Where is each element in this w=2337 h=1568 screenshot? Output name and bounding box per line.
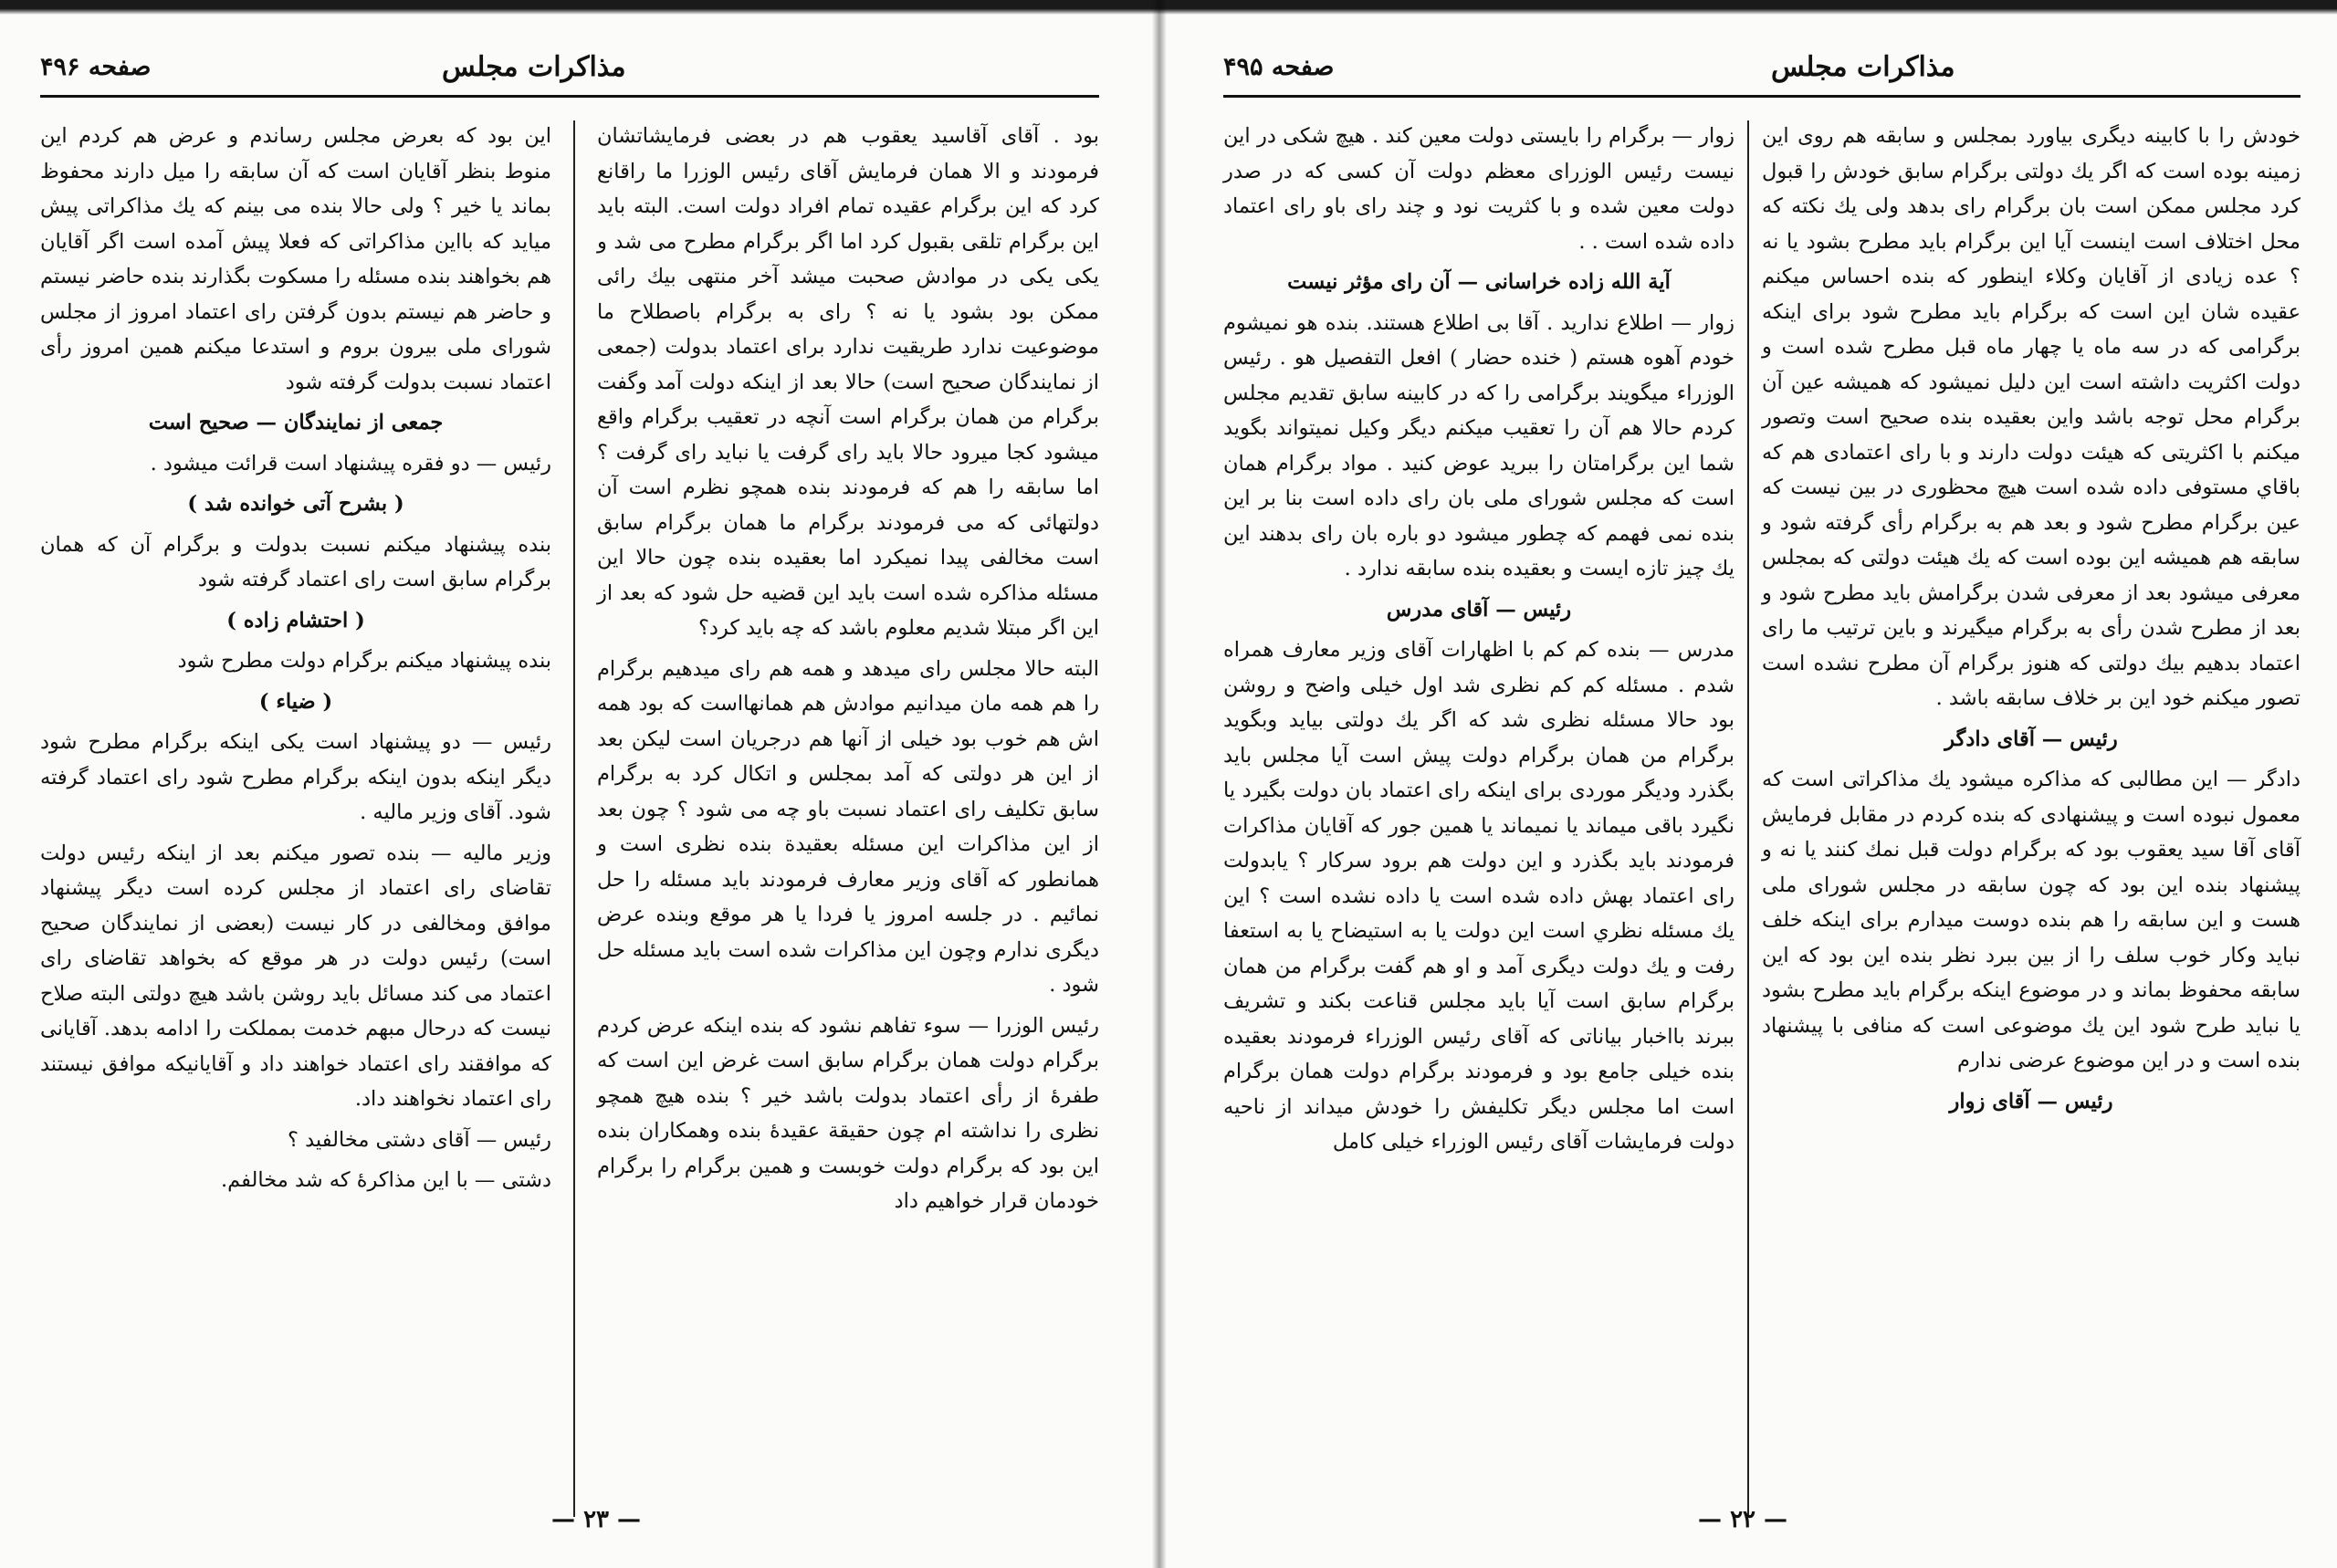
left-running-title: مذاکرات مجلس (442, 51, 626, 83)
right-running-head (1223, 46, 2300, 98)
right-page-label: صفحه ۴۹۵ (1223, 53, 1335, 81)
paragraph: بنده پیشنهاد میکنم نسبت بدولت و برگرام آن که همان برگرام سابق است رای اعتماد گرفته شود (40, 532, 551, 591)
paragraph: دادگر — این مطالبی که مذاکره میشود یك مذاکراتی است که معمول نبوده است و پیشنهادی که بنده کردم در مقابل فرمایش آقای آقا سید یعقوب بود که برگرام دولت قبل نمك کنند یا نه و پیشنهاد بنده این بود که چون سابقه در مجلس شورای ملی هست و این سابقه را هم بنده دوست میدارم برای اینکه خلف نباید وکار خوب سلف را از بین ببرد نظر بنده این بود که این سابقه محفوظ بماند و در موضوع اینکه برگرام باید مطرح بشود یا نباید طرح شود این یك موضوعی است که منافی با پیشنهاد بنده است و در این موضوع عرضی ندارم (1762, 768, 2300, 1072)
paragraph: رئیس — دو فقره پیشنهاد است قرائت میشود . (150, 451, 551, 476)
paragraph: وزیر مالیه — بنده تصور میکنم بعد از اینکه رئیس دولت تقاضای رای اعتماد از مجلس کرده است دیگر پیشنهاد موافق ومخالفی در کار نیست (بعضی از نمایندگان صحیح است) رئیس دولت در هر موقع که بخواهد تقاضای رای اعتماد می کند مسائل باید روشن باشد هیچ دولتی البته صلاح نیست که درحال مبهم خدمت بمملکت را ادامه بدهد. آقایانی که موافقند رای اعتماد خواهند داد و آقایانیکه موافق نیستند رای اعتماد نخواهند داد. (40, 841, 551, 1111)
paragraph: بود . آقای آقاسید یعقوب هم در بعضی فرمایشاتشان فرمودند و الا همان فرمایش آقای رئیس الوزرا ما راقانع کرد که این برگرام عقیده تمام افراد دولت است. البته باید این برگرام تلقی بقبول کرد اما اگر برگرام مطرح می شد و یکی یکی در موادش صحبت میشد آخر منتهی بیك رائی ممکن بود بشود یا نه ؟ رای به برگرام باصطلاح ما موضوعیت ندارد طریقیت ندارد برای اعتماد بدولت (جمعی از نمایندگان صحیح است) حالا بعد از اینکه دولت آمد وگفت برگرام من همان برگرام است آنچه در تعقیب برگرام واقع میشود کجا میرود حالا باید رای گرفت یا نباید رای گرفت ؟ اما سابقه را هم که فرمودند بنده همچو نظرم است آن دولتهائی که می فرمودند برگرام ما همان برگرام سابق است مخالفی پیدا نمیکرد اما بعقیده بنده چون حالا این مسئله مذاکره شده است باید این قضیه حل شود که بعد از این اگر مبتلا شدیم معلوم باشد که چه باید کرد؟ (597, 124, 1099, 640)
paragraph: البته حالا مجلس رای میدهد و همه هم رای میدهیم برگرام را هم همه مان میدانیم موادش هم همانهااست که بود همه اش هم خوب بود خیلی از آنها هم درجریان است لیکن بعد از این هر دولتی که آمد بمجلس و اتکال کرد به برگرام سابق تکلیف رای اعتماد نسبت باو چه می شود ؟ چون بعد از این مذاکرات این مسئله بعقیدة بنده نظری است و همانطور که آقای وزیر معارف فرمودند باید مسئله را حل نمائیم . در جلسه امروز یا فردا یا هر موقع وبنده عرض دیگری ندارم وچون این مذاکرات شده است باید مسئله حل شود . (597, 656, 1099, 997)
right-page-right-column (1762, 119, 2300, 1488)
paragraph: رئیس — دو پیشنهاد است یکی اینکه برگرام مطرح شود دیگر اینکه بدون اینکه برگرام مطرح شود رای اعتماد گرفته شود. آقای وزیر مالیه . (40, 730, 551, 824)
paragraph: رئیس — آقای دشتی مخالفید ؟ (288, 1127, 551, 1152)
paragraph: زوار — برگرام را بایستی دولت معین کند . هیچ شکی در این نیست رئیس الوزرای معظم دولت آن کسی که در صدر دولت معین شده و با کثریت نود و چند رای باو رای اعتماد داده شده است . . (1223, 124, 1734, 254)
paragraph: رئیس الوزرا — سوء تفاهم نشود که بنده اینکه عرض کردم برگرام دولت همان برگرام سابق است غرض این است که طفرهٔ از رأی اعتماد بدولت باشد خیر ؟ بنده هیچ همچو نظری را نداشته ام چون حقیقة عقیدهٔ بنده وهمکاران بنده این بود که برگرام دولت خوبست و همین برگرام را برگرام خودمان قرار خواهیم داد (597, 1013, 1099, 1213)
book-gutter (1152, 0, 1167, 1568)
signature-line: ( احتشام زاده ) (226, 608, 365, 632)
column-divider (1747, 120, 1749, 1517)
signature-line: ( ضیاء ) (258, 689, 333, 714)
paragraph: دشتی — با این مذاکرهٔ که شد مخالفم. (221, 1168, 551, 1192)
paragraph: زوار — اطلاع ندارید . آقا بی اطلاع هستند. بنده هو نمیشوم خودم آهوه هستم ( خنده حضار ) افعل التفصیل هو . رئیس الوزراء میگویند برگرامی را که در کابینه سابق تقدیم مجلس کردم حالا هم آن را تعقیب میکنم دیگر وکیل نمیتواند بگوید شما این برگرامتان را ببرید عوض کنید . مواد برگرام همان است که مجلس شورای ملی بان رای داده است بنا بر این بنده نمی فهمم که چطور میشود دو باره بان رای بدهند این یك چیز تازه ایست و بعقیده بنده سابقه ندارد . (1223, 310, 1734, 580)
note-line: ( بشرح آتی خوانده شد ) (187, 492, 404, 516)
left-page-label: صفحه ۴۹۶ (40, 53, 152, 81)
paragraph: مدرس — بنده کم کم با اظهارات آقای وزیر معارف همراه شدم . مسئله کم کم نظری شد اول خیلی واضح و روشن بود حالا مسئله نظری شد که اگر یك دولتی بیاید وبگوید برگرام من همان برگرام دولت پیش است آیا مجلس باید بگذرد ودیگر موردی برای اینکه رای اعتماد بان دولت بگیرد یا نگیرد باقی میماند یا نمیماند یا همین جور که آقایان مذاکرات فرمودند باید بگذرد و این دولت هم برود سرکار ؟ یابدولت رای اعتماد بهش داده شده است یا داده نشده است ؟ این یك مسئله نظري است این دولت یا به استیضاح یا به استعفا رفت و یك دولت دیگری آمد و او هم گفت برگرام من همان برگرام سابق است آیا باید مجلس قناعت بکند و تشریف ببرند بااخبار بیاناتی که آقای رئیس الوزراء فرمودند بعقیده بنده خیلی جامع بود و فرمودند برگرام دولت همان برگرام است اما مجلس دیگر تکلیفش را خودش میداند از ناحیه دولت فرمایشات آقای رئیس الوزراء خیلی کامل (1223, 638, 1734, 1154)
left-page (40, 37, 1099, 1552)
right-running-title: مذاکرات مجلس (1771, 51, 1955, 83)
speaker-line: رئیس — آقای زوار (1949, 1089, 2113, 1113)
left-folio: — ۲۳ — (551, 1506, 642, 1533)
paragraph: خودش را با کابینه دیگری بیاورد بمجلس و سابقه هم روی این زمینه بوده است که اگر یك دولتی برگرام سابق خودش را قبول کرد مجلس ممکن است بان برگرام رای بدهد ولی یك نکته که محل اختلاف است اینست آیا این برگرام باید مطرح بشود یا نه ؟ عده زیادی از آقایان وکلاء اینطور که بنده احساس میکنم عقیده شان این است که برگرام باید مطرح شود برای اینکه برگرامی که در سه ماه یا چهار ماه قبل مطرح شده است و دولت اکثریت داشته است این دلیل نمیشود که همیشه عین آن برگرام محل توجه باشد واین بعقیده بنده صحیح است وتصور میکنم با اکثریتی که هیئت دولت دارند و با رای اعتمادی هم که باقاي مستوفی داده شده است هیچ محظوری در بین نیست که عین برگرام مطرح شود و بعد هم به برگرام رأی گرفته شود و سابقه هم همیشه این بوده است که یك هیئت دولتی که بمجلس معرفی میشود بعد از معرفی شدن برگرامش باید مطرح شود و بعد از مطرح شدن رأی به برگرام میگیرند و باین ترتیب ما رای اعتماد بدهیم بیك دولتی که هنوز برگرام آن مطرح نشده است تصور میکنم خود این بر خلاف سابقه باشد . (1762, 124, 2300, 710)
right-page-left-column (1223, 119, 1734, 1488)
speaker-line: جمعی از نمایندگان — صحیح است (148, 411, 444, 434)
paragraph: بنده پیشنهاد میکنم برگرام دولت مطرح شود (177, 649, 551, 673)
column-divider (573, 120, 575, 1517)
scan-top-shadow (0, 0, 2337, 15)
speaker-line: رئیس — آقای دادگر (1944, 727, 2118, 751)
speaker-line: آیة الله زاده خراسانی — آن رای مؤثر نیست (1287, 270, 1671, 294)
left-page-right-column (597, 119, 1099, 1488)
left-page-left-column (40, 119, 551, 1488)
speaker-line: رئیس — آقای مدرس (1386, 597, 1572, 622)
left-running-head (40, 46, 1099, 98)
paragraph: این بود که بعرض مجلس رساندم و عرض هم کردم این منوط بنظر آقایان است که آن سابقه را میل دارند محفوظ بماند یا خیر ؟ ولی حالا بنده می بینم که یك مذاکراتی پیش میاید که بااین مذاکراتی که فعلا پیش آمده است اگر آقایان هم بخواهند بنده مسئله را مسکوت بگذارند بنده حاضر نیستم و حاضر هم نیستم بدون گرفتن رای اعتماد امروز از مجلس شورای ملی بیرون بروم و استدعا میکنم همین امروز رأی اعتماد نسبت بدولت گرفته شود (40, 124, 551, 394)
right-folio: — ۲۲ — (1698, 1506, 1788, 1533)
right-page (1223, 37, 2300, 1552)
